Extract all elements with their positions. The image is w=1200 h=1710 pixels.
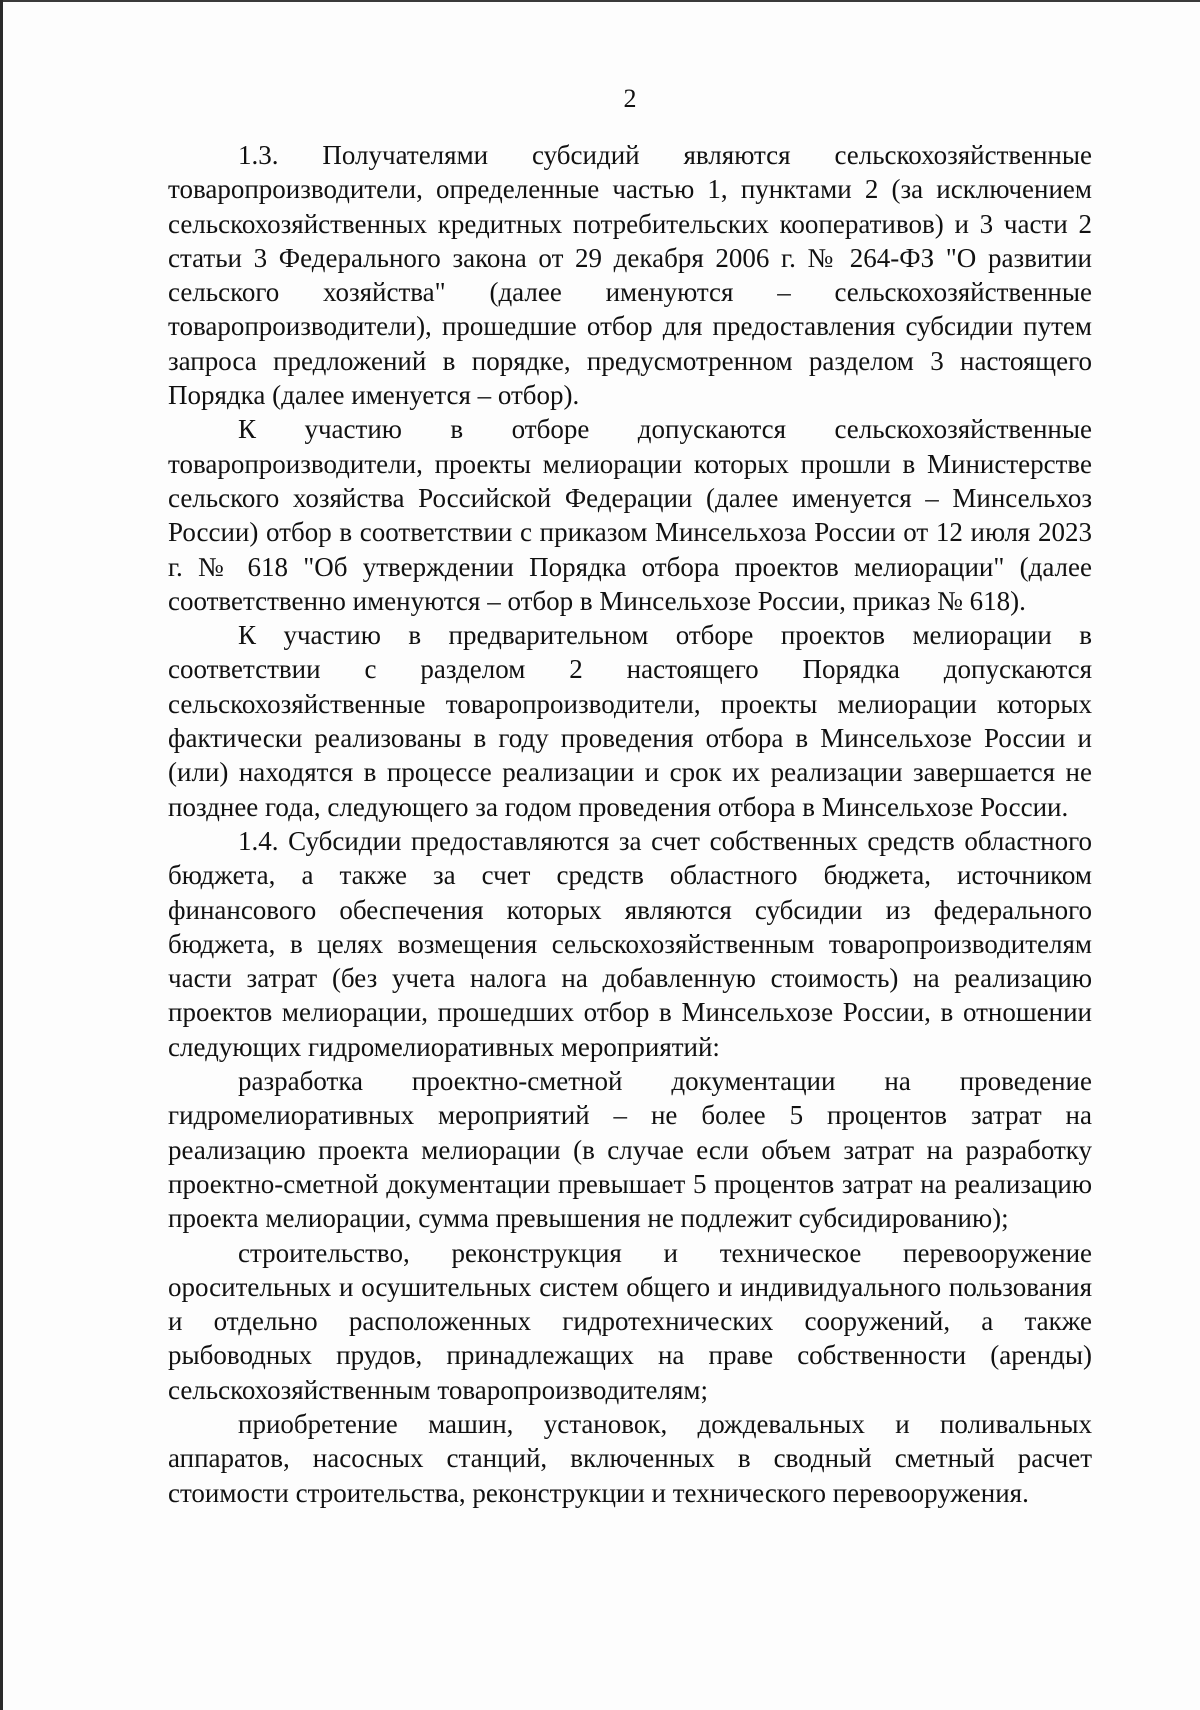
paragraph-1-4: 1.4. Субсидии предоставляются за счет собственных средств областного бюджета, а также за счет средств областного бюджета, источником финансового обеспечения которых являются субсидии из федерального бюджета, в целях возмещения сельскохозяйственным товаропроизводителям части затрат (без учета налога на добавленную стоимость) на реализацию проектов мелиорации, прошедших отбор в Минсельхозе России, в отношении следующих гидромелиоративных мероприятий:	[168, 825, 1092, 1062]
paragraph-selection-eligibility: К участию в отборе допускаются сельскохозяйственные товаропроизводители, проекты мелиорации которых прошли в Министерстве сельского хозяйства Российской Федерации (далее именуется – Минсельхоз России) отбор в соответствии с приказом Минсельхоза России от 12 июля 2023 г. № 618 "Об утверждении Порядка отбора проектов мелиорации" (далее соответственно именуются – отбор в Минсельхозе России, приказ № 618).	[168, 414, 1092, 616]
paragraph-design-documentation: разработка проектно-сметной документации на проведение гидромелиоративных мероприятий – не более 5 процентов затрат на реализацию проекта мелиорации (в случае если объем затрат на разработку проектно-сметной документации превышает 5 процентов затрат на реализацию проекта мелиорации, сумма превышения не подлежит субсидированию);	[168, 1066, 1092, 1234]
page-number: 2	[623, 84, 637, 113]
paragraph-equipment-purchase: приобретение машин, установок, дождевальных и поливальных аппаратов, насосных станций, включенных в сводный сметный расчет стоимости строительства, реконструкции и технического перевооружения.	[168, 1408, 1092, 1508]
document-body	[168, 138, 1092, 1510]
paragraph-preliminary-selection: К участию в предварительном отборе проектов мелиорации в соответствии с разделом 2 настоящего Порядка допускаются сельскохозяйственные товаропроизводители, проекты мелиорации которых фактически реализованы в году проведения отбора в Минсельхозе России и (или) находятся в процессе реализации и срок их реализации завершается не позднее года, следующего за годом проведения отбора в Минсельхозе России.	[168, 620, 1092, 822]
paragraph-1-3: 1.3. Получателями субсидий являются сельскохозяйственные товаропроизводители, определенные частью 1, пунктами 2 (за исключением сельскохозяйственных кредитных потребительских кооперативов) и 3 части 2 статьи 3 Федерального закона от 29 декабря 2006 г. № 264-ФЗ "О развитии сельского хозяйства" (далее именуются – сельскохозяйственные товаропроизводители), прошедшие отбор для предоставления субсидии путем запроса предложений в порядке, предусмотренном разделом 3 настоящего Порядка (далее именуется – отбор).	[168, 140, 1092, 411]
scan-edge-left	[0, 0, 3, 1710]
scan-edge-top	[0, 0, 1200, 2]
paragraph-construction: строительство, реконструкция и техническое перевооружение оросительных и осушительных систем общего и индивидуального пользования и отдельно расположенных гидротехнических сооружений, а также рыбоводных прудов, принадлежащих на праве собственности (аренды) сельскохозяйственным товаропроизводителям;	[168, 1237, 1092, 1405]
